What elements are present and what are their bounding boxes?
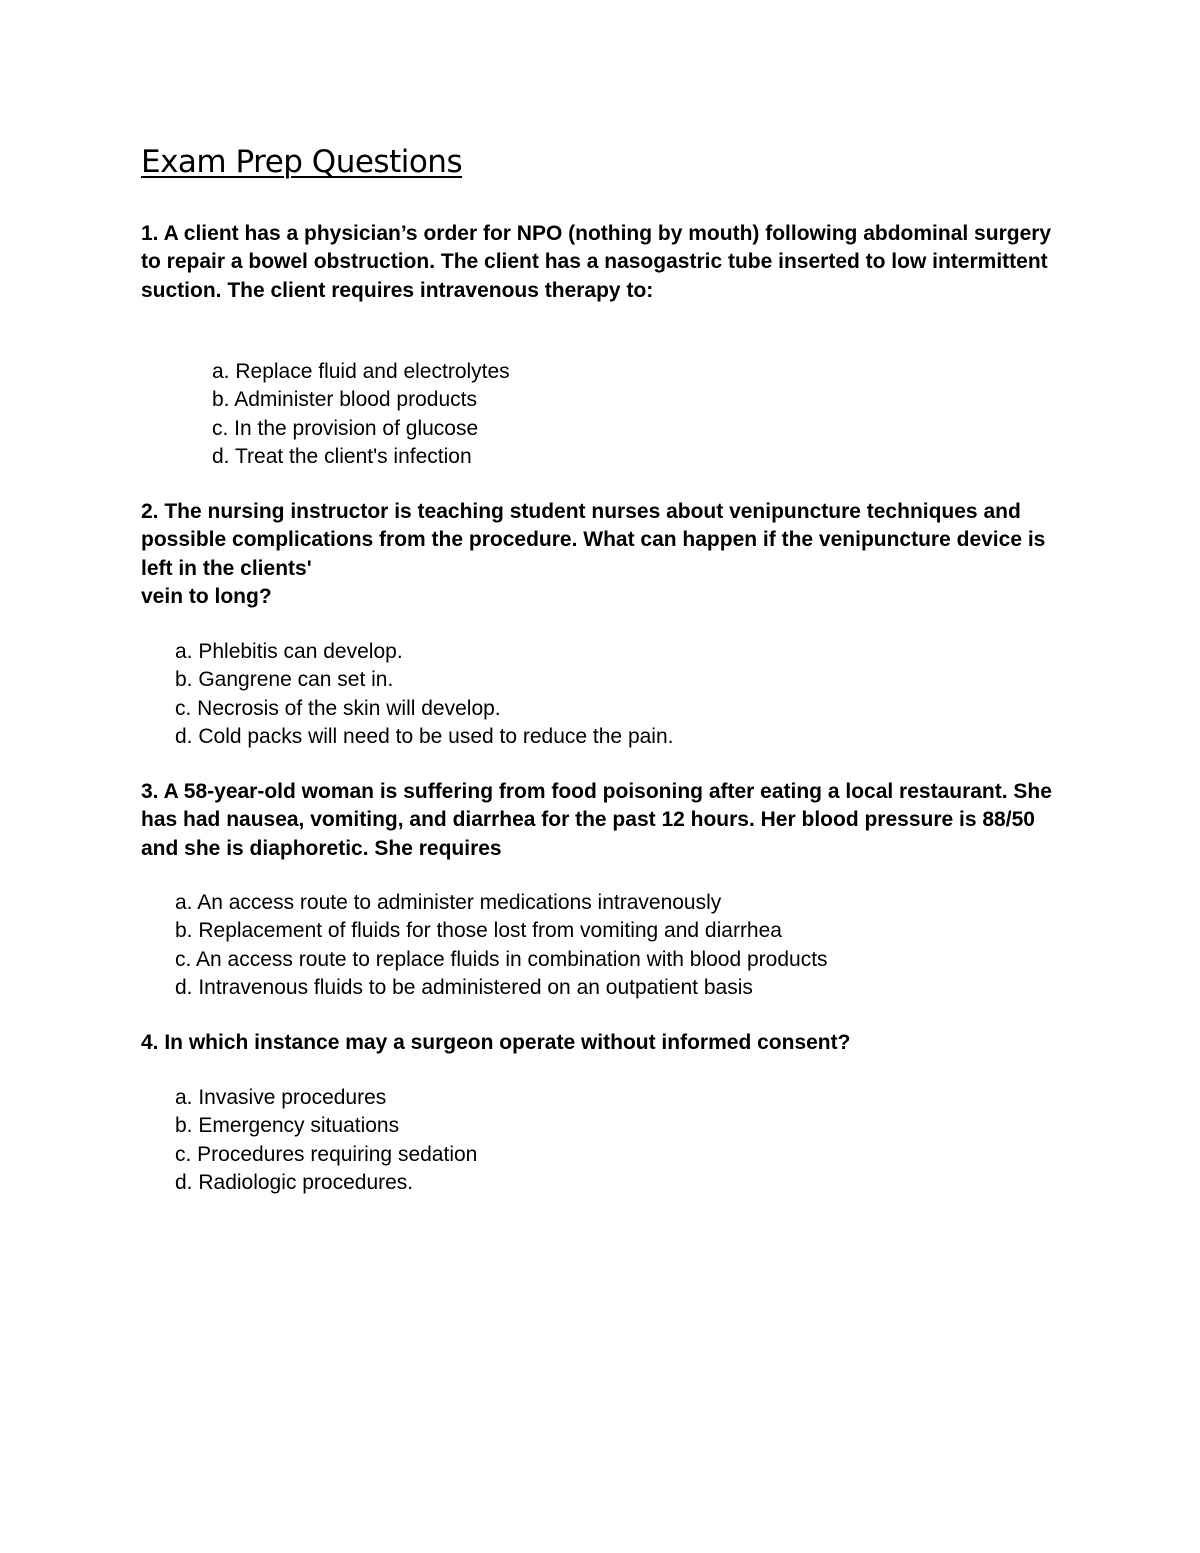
question-4-option-b: b. Emergency situations [175, 1114, 400, 1138]
question-2-option-d: d. Cold packs will need to be used to reduce the pain. [175, 725, 674, 749]
question-1-options [212, 358, 510, 472]
question-3-option-b: b. Replacement of fluids for those lost from vomiting and diarrhea [175, 919, 782, 943]
question-4-options [175, 1084, 477, 1198]
question-2-option-b: b. Gangrene can set in. [175, 668, 394, 692]
question-4-option-c: c. Procedures requiring sedation [175, 1142, 478, 1166]
question-1-option-a: a. Replace fluid and electrolytes [212, 360, 510, 383]
question-3-options [175, 889, 828, 1003]
question-3: 3. A 58-year-old woman is suffering from food poisoning after eating a local restaurant. She has had nausea, vomiting, and diarrhea for the past 12 hours. Her blood pressure is 88/50 and she is diaphoretic. She requires [141, 780, 1052, 860]
question-2-line-2: vein to long? [141, 585, 272, 609]
question-1-option-b: b. Administer blood products [212, 388, 477, 412]
question-2-line-1: 2. The nursing instructor is teaching student nurses about venipuncture techniques and possible complications from the procedure. What can happen if the venipuncture device is left in the clients' [141, 500, 1046, 580]
question-4-option-d: d. Radiologic procedures. [175, 1171, 414, 1195]
question-4: 4. In which instance may a surgeon operate without informed consent? [141, 1031, 851, 1054]
question-3-option-d: d. Intravenous fluids to be administered on an outpatient basis [175, 976, 753, 1000]
question-3-option-c: c. An access route to replace fluids in combination with blood products [175, 947, 828, 971]
question-1: 1. A client has a physician’s order for NPO (nothing by mouth) following abdominal surgery to repair a bowel obstruction. The client has a nasogastric tube inserted to low intermittent suction. The client requires intravenous therapy to: [141, 222, 1052, 302]
question-1-option-c: c. In the provision of glucose [212, 416, 479, 440]
page-title: Exam Prep Questions [141, 144, 463, 180]
question-3-option-a: a. An access route to administer medications intravenously [175, 891, 722, 914]
question-1-option-d: d. Treat the client's infection [212, 445, 472, 469]
question-4-option-a: a. Invasive procedures [175, 1086, 387, 1109]
question-2-option-c: c. Necrosis of the skin will develop. [175, 696, 501, 720]
question-2-option-a: a. Phlebitis can develop. [175, 640, 403, 663]
question-2-options [175, 638, 673, 752]
question-2 [141, 498, 1071, 612]
